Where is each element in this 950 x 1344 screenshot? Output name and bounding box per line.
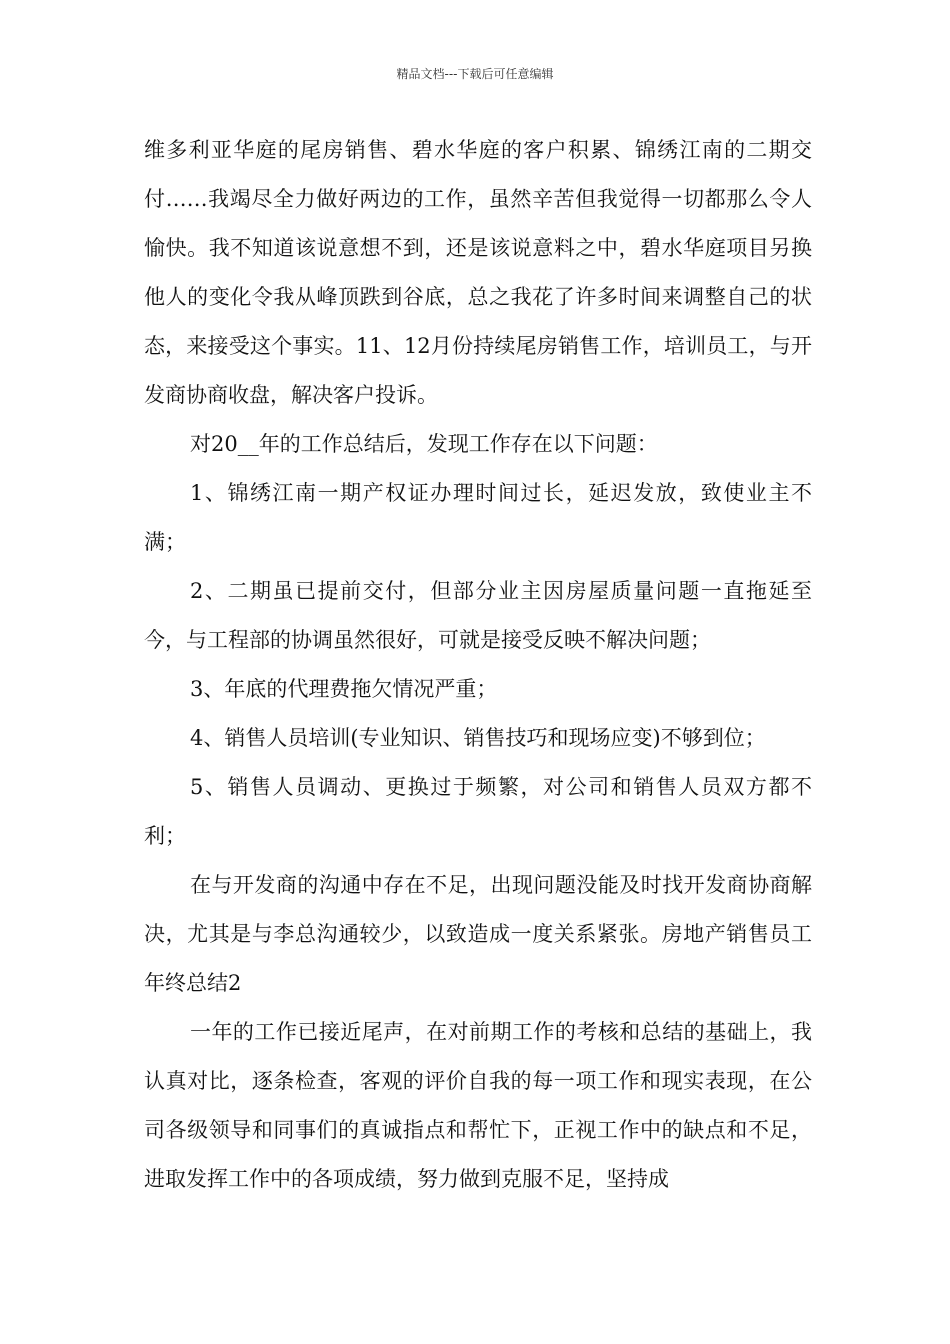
- list-item-problem-3: 3、年底的代理费拖欠情况严重；: [190, 677, 498, 701]
- list-item-problem-4: 4、销售人员培训(专业知识、销售技巧和现场应变)不够到位；: [190, 726, 766, 750]
- paragraph-summary-intro: 对20__年的工作总结后，发现工作存在以下问题：: [190, 432, 658, 456]
- document-body: [144, 126, 812, 1204]
- page-header: 精品文档---下载后可任意编辑: [396, 67, 554, 81]
- list-item-problem-1: 1、锦绣江南一期产权证办理时间过长，延迟发放，致使业主不满；: [144, 481, 812, 554]
- list-item-problem-5: 5、销售人员调动、更换过于频繁，对公司和销售人员双方都不利；: [144, 775, 812, 848]
- list-item-problem-2: 2、二期虽已提前交付，但部分业主因房屋质量问题一直拖延至今，与工程部的协调虽然很好，可就是接受反映不解决问题；: [144, 579, 812, 652]
- paragraph-communication: 在与开发商的沟通中存在不足，出现问题没能及时找开发商协商解决，尤其是与李总沟通较少，以致造成一度关系紧张。房地产销售员工年终总结2: [144, 873, 812, 995]
- paragraph-continued: 维多利亚华庭的尾房销售、碧水华庭的客户积累、锦绣江南的二期交付……我竭尽全力做好两边的工作，虽然辛苦但我觉得一切都那么令人愉快。我不知道该说意想不到，还是该说意料之中，碧水华庭项目另换他人的变化令我从峰顶跌到谷底，总之我花了许多时间来调整自己的状态，来接受这个事实。11、12月份持续尾房销售工作，培训员工，与开发商协商收盘，解决客户投诉。: [144, 138, 812, 407]
- paragraph-year-end: 一年的工作已接近尾声，在对前期工作的考核和总结的基础上，我认真对比，逐条检查，客观的评价自我的每一项工作和现实表现，在公司各级领导和同事们的真诚指点和帮忙下，正视工作中的缺点和不足，进取发挥工作中的各项成绩，努力做到克服不足，坚持成: [144, 1020, 812, 1191]
